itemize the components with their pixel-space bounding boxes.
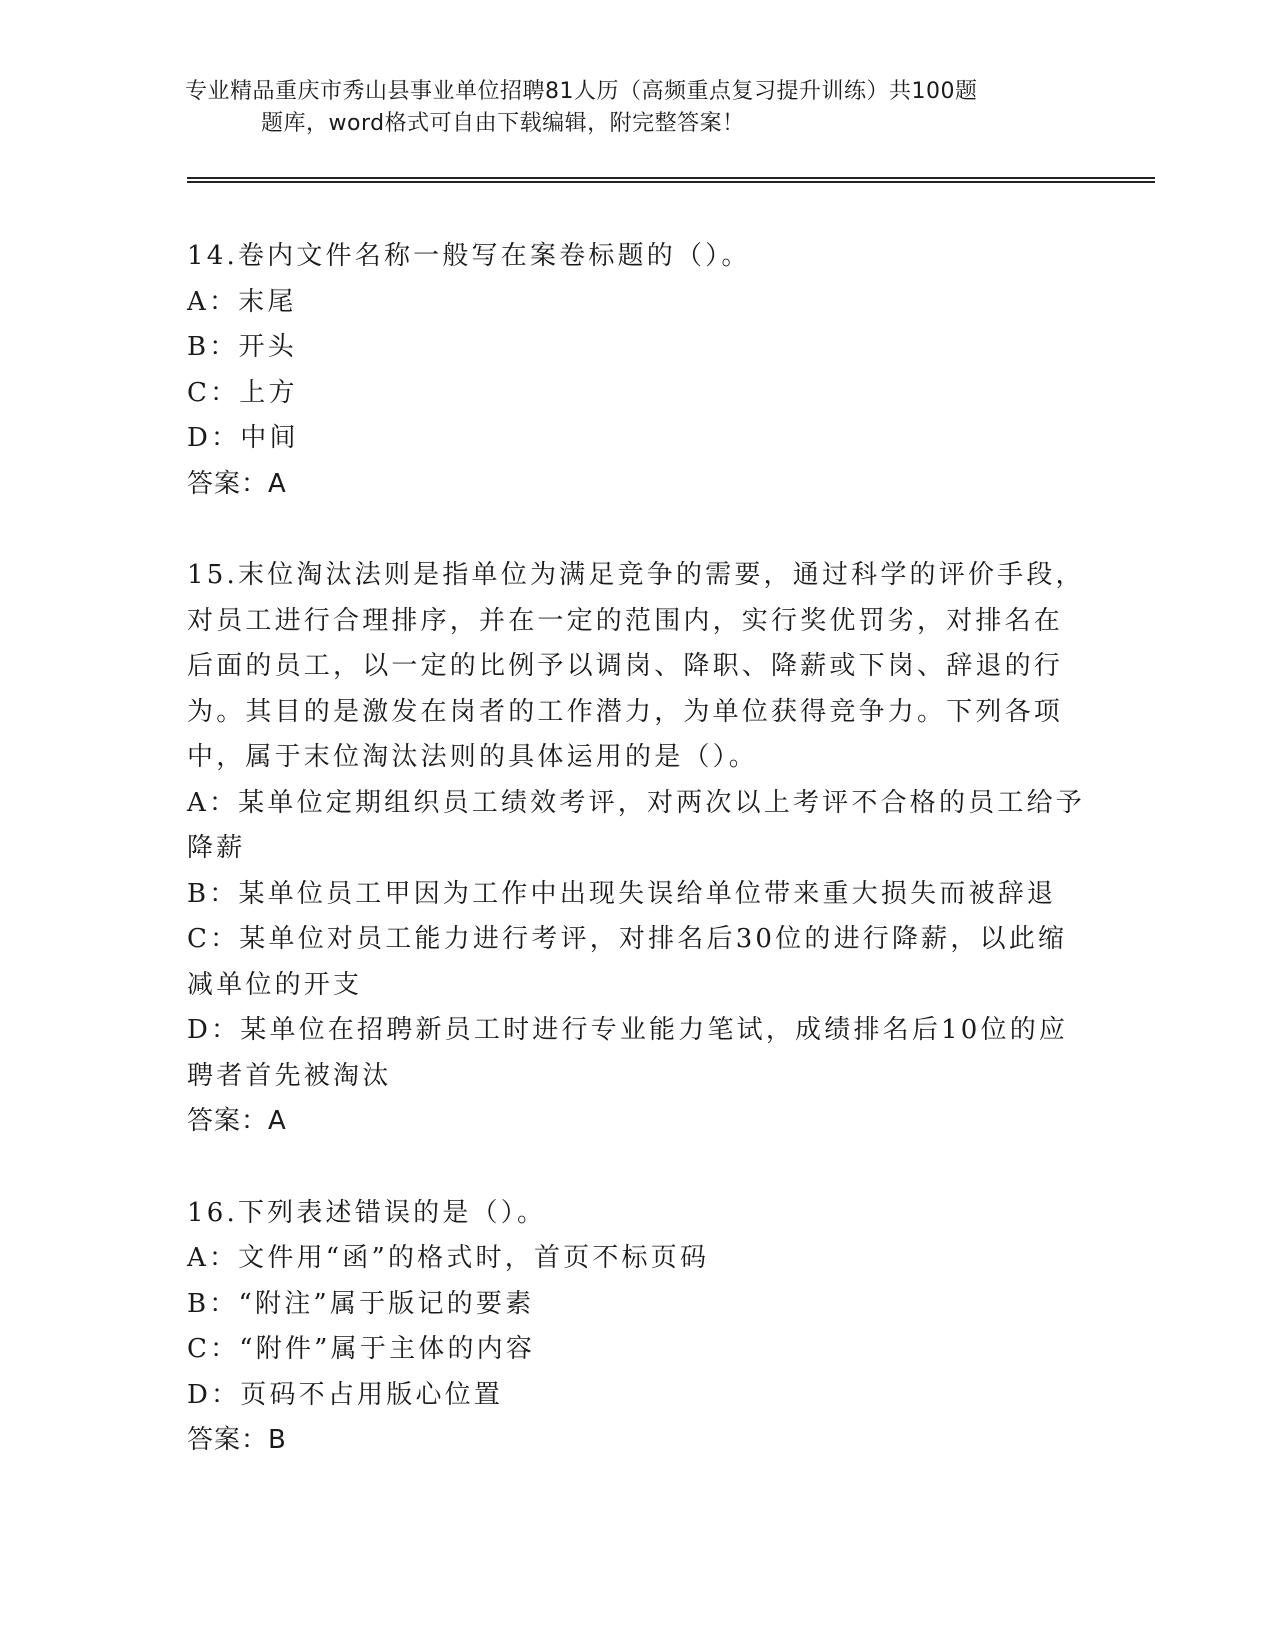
question-stem-line: 后面的员工，以一定的比例予以调岗、降职、降薪或下岗、辞退的行 bbox=[187, 651, 1064, 681]
document-header bbox=[185, 76, 1085, 140]
option-d: D：某单位在招聘新员工时进行专业能力笔试，成绩排名后10位的应 bbox=[187, 1015, 1069, 1045]
question-stem-line: 中，属于末位淘汰法则的具体运用的是（）。 bbox=[187, 742, 759, 772]
option-c-continued: 减单位的开支 bbox=[187, 969, 363, 1000]
answer-label: 答案：B bbox=[187, 1425, 287, 1455]
option-d-continued: 聘者首先被淘汰 bbox=[187, 1060, 392, 1091]
question-stem-line: 为。其目的是激发在岗者的工作潜力，为单位获得竞争力。下列各项 bbox=[187, 696, 1064, 727]
header-title-line-2: 题库，word格式可自由下载编辑，附完整答案！ bbox=[261, 111, 745, 136]
option-a: A：某单位定期组织员工绩效考评，对两次以上考评不合格的员工给予 bbox=[187, 787, 1085, 818]
option-a-continued: 降薪 bbox=[187, 833, 246, 863]
option-d: D：页码不占用版心位置 bbox=[187, 1379, 504, 1410]
option-c: C：上方 bbox=[187, 377, 298, 408]
question-14 bbox=[187, 234, 1067, 507]
question-16 bbox=[187, 1191, 1067, 1464]
question-stem-line: 16.下列表述错误的是（）。 bbox=[187, 1197, 547, 1228]
option-c: C：“附件”属于主体的内容 bbox=[187, 1334, 536, 1364]
option-b: B：开头 bbox=[187, 332, 297, 362]
header-title-line-1: 专业精品重庆市秀山县事业单位招聘81人历（高频重点复习提升训练）共100题 bbox=[185, 79, 978, 104]
answer-label: 答案：A bbox=[187, 468, 287, 499]
question-stem-line: 对员工进行合理排序，并在一定的范围内，实行奖优罚劣，对排名在 bbox=[187, 605, 1064, 636]
option-b: B：某单位员工甲因为工作中出现失误给单位带来重大损失而被辞退 bbox=[187, 878, 1057, 909]
question-15 bbox=[187, 553, 1085, 1145]
question-list bbox=[187, 234, 1085, 1510]
question-stem-line: 14.卷内文件名称一般写在案卷标题的（）。 bbox=[187, 241, 751, 271]
option-c: C：某单位对员工能力进行考评，对排名后30位的进行降薪，以此缩 bbox=[187, 924, 1068, 954]
header-double-rule bbox=[187, 177, 1155, 183]
option-d: D：中间 bbox=[187, 423, 299, 453]
question-stem-line: 15.末位淘汰法则是指单位为满足竞争的需要，通过科学的评价手段， bbox=[187, 560, 1085, 590]
option-a: A：文件用“函”的格式时，首页不标页码 bbox=[187, 1243, 710, 1273]
answer-label: 答案：A bbox=[187, 1106, 287, 1136]
option-b: B：“附注”属于版记的要素 bbox=[187, 1288, 535, 1319]
option-a: A：末尾 bbox=[187, 286, 297, 317]
